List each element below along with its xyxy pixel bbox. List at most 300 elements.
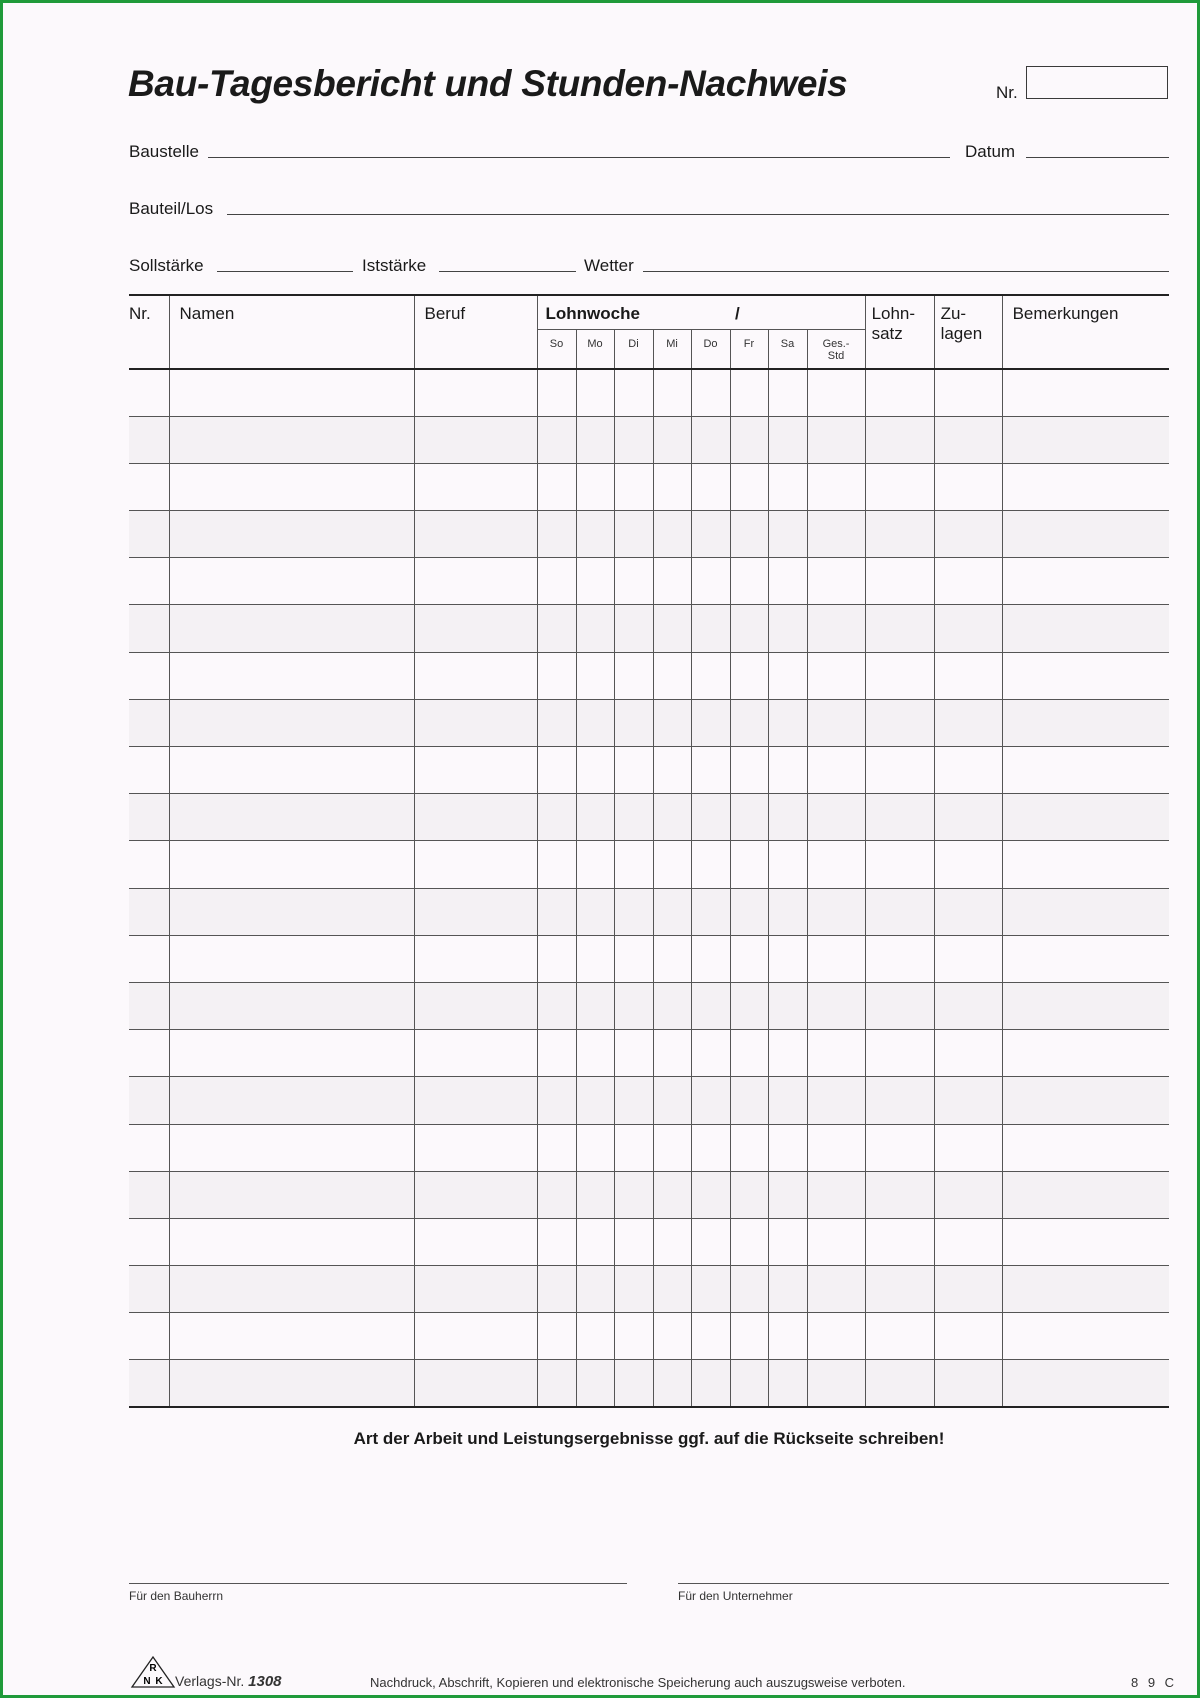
entry-cell[interactable] (537, 1171, 576, 1218)
entry-cell[interactable] (934, 369, 1002, 416)
entry-cell[interactable] (614, 1218, 653, 1265)
entry-cell[interactable] (730, 1077, 768, 1124)
entry-cell[interactable] (807, 935, 865, 982)
entry-cell[interactable] (807, 416, 865, 463)
entry-cell[interactable] (768, 1030, 807, 1077)
entry-cell[interactable] (691, 558, 730, 605)
entry-cell[interactable] (768, 1313, 807, 1360)
entry-cell[interactable] (1002, 605, 1169, 652)
entry-cell[interactable] (614, 369, 653, 416)
entry-cell[interactable] (865, 699, 934, 746)
entry-cell[interactable] (1002, 794, 1169, 841)
entry-cell[interactable] (653, 558, 691, 605)
baustelle-field[interactable] (208, 157, 950, 158)
entry-cell[interactable] (865, 1171, 934, 1218)
entry-cell[interactable] (414, 652, 537, 699)
entry-cell[interactable] (129, 652, 169, 699)
entry-cell[interactable] (934, 1266, 1002, 1313)
entry-cell[interactable] (576, 1313, 614, 1360)
entry-cell[interactable] (768, 1266, 807, 1313)
entry-cell[interactable] (807, 1171, 865, 1218)
entry-cell[interactable] (807, 652, 865, 699)
entry-cell[interactable] (169, 935, 414, 982)
entry-cell[interactable] (1002, 1313, 1169, 1360)
entry-cell[interactable] (414, 1218, 537, 1265)
entry-cell[interactable] (414, 463, 537, 510)
entry-cell[interactable] (576, 1218, 614, 1265)
entry-cell[interactable] (537, 841, 576, 888)
entry-cell[interactable] (169, 1218, 414, 1265)
entry-cell[interactable] (169, 1030, 414, 1077)
entry-cell[interactable] (865, 558, 934, 605)
entry-cell[interactable] (691, 369, 730, 416)
entry-cell[interactable] (614, 935, 653, 982)
entry-cell[interactable] (865, 841, 934, 888)
entry-cell[interactable] (1002, 1171, 1169, 1218)
entry-cell[interactable] (1002, 747, 1169, 794)
wetter-field[interactable] (643, 271, 1169, 272)
entry-cell[interactable] (169, 605, 414, 652)
entry-cell[interactable] (129, 605, 169, 652)
entry-cell[interactable] (768, 982, 807, 1029)
entry-cell[interactable] (730, 888, 768, 935)
entry-cell[interactable] (934, 1171, 1002, 1218)
entry-cell[interactable] (129, 747, 169, 794)
entry-cell[interactable] (537, 935, 576, 982)
entry-cell[interactable] (169, 982, 414, 1029)
entry-cell[interactable] (653, 416, 691, 463)
entry-cell[interactable] (730, 1360, 768, 1407)
entry-cell[interactable] (537, 605, 576, 652)
entry-cell[interactable] (414, 935, 537, 982)
entry-cell[interactable] (129, 841, 169, 888)
entry-cell[interactable] (614, 1030, 653, 1077)
entry-cell[interactable] (576, 369, 614, 416)
entry-cell[interactable] (614, 982, 653, 1029)
entry-cell[interactable] (537, 463, 576, 510)
entry-cell[interactable] (691, 1266, 730, 1313)
entry-cell[interactable] (129, 935, 169, 982)
entry-cell[interactable] (653, 982, 691, 1029)
entry-cell[interactable] (730, 841, 768, 888)
entry-cell[interactable] (537, 369, 576, 416)
entry-cell[interactable] (807, 699, 865, 746)
entry-cell[interactable] (768, 1077, 807, 1124)
entry-cell[interactable] (576, 463, 614, 510)
entry-cell[interactable] (653, 935, 691, 982)
entry-cell[interactable] (807, 1030, 865, 1077)
entry-cell[interactable] (537, 699, 576, 746)
entry-cell[interactable] (807, 888, 865, 935)
entry-cell[interactable] (730, 794, 768, 841)
entry-cell[interactable] (865, 794, 934, 841)
entry-cell[interactable] (614, 511, 653, 558)
entry-cell[interactable] (807, 1266, 865, 1313)
entry-cell[interactable] (768, 1218, 807, 1265)
entry-cell[interactable] (807, 982, 865, 1029)
entry-cell[interactable] (129, 699, 169, 746)
entry-cell[interactable] (653, 605, 691, 652)
entry-cell[interactable] (537, 1360, 576, 1407)
entry-cell[interactable] (614, 1266, 653, 1313)
entry-cell[interactable] (129, 1171, 169, 1218)
entry-cell[interactable] (614, 652, 653, 699)
iststaerke-field[interactable] (439, 271, 576, 272)
entry-cell[interactable] (934, 1077, 1002, 1124)
entry-cell[interactable] (934, 841, 1002, 888)
entry-cell[interactable] (1002, 841, 1169, 888)
entry-cell[interactable] (768, 1171, 807, 1218)
entry-cell[interactable] (653, 1030, 691, 1077)
entry-cell[interactable] (865, 652, 934, 699)
entry-cell[interactable] (768, 416, 807, 463)
entry-cell[interactable] (653, 841, 691, 888)
entry-cell[interactable] (653, 1077, 691, 1124)
entry-cell[interactable] (576, 511, 614, 558)
entry-cell[interactable] (576, 747, 614, 794)
entry-cell[interactable] (768, 888, 807, 935)
entry-cell[interactable] (129, 1360, 169, 1407)
entry-cell[interactable] (1002, 463, 1169, 510)
entry-cell[interactable] (768, 1360, 807, 1407)
entry-cell[interactable] (865, 463, 934, 510)
entry-cell[interactable] (414, 982, 537, 1029)
entry-cell[interactable] (576, 888, 614, 935)
entry-cell[interactable] (537, 1030, 576, 1077)
entry-cell[interactable] (807, 1360, 865, 1407)
entry-cell[interactable] (807, 558, 865, 605)
entry-cell[interactable] (807, 511, 865, 558)
entry-cell[interactable] (537, 511, 576, 558)
entry-cell[interactable] (614, 416, 653, 463)
entry-cell[interactable] (691, 1171, 730, 1218)
entry-cell[interactable] (653, 1218, 691, 1265)
entry-cell[interactable] (537, 558, 576, 605)
entry-cell[interactable] (1002, 1030, 1169, 1077)
entry-cell[interactable] (129, 888, 169, 935)
entry-cell[interactable] (934, 1124, 1002, 1171)
entry-cell[interactable] (730, 1124, 768, 1171)
signature-line-unternehmer[interactable] (678, 1583, 1169, 1584)
entry-cell[interactable] (169, 747, 414, 794)
entry-cell[interactable] (1002, 1124, 1169, 1171)
entry-cell[interactable] (129, 463, 169, 510)
entry-cell[interactable] (1002, 888, 1169, 935)
entry-cell[interactable] (730, 1313, 768, 1360)
entry-cell[interactable] (934, 463, 1002, 510)
entry-cell[interactable] (169, 1360, 414, 1407)
entry-cell[interactable] (768, 794, 807, 841)
entry-cell[interactable] (414, 1124, 537, 1171)
entry-cell[interactable] (730, 1030, 768, 1077)
entry-cell[interactable] (576, 558, 614, 605)
entry-cell[interactable] (691, 747, 730, 794)
entry-cell[interactable] (1002, 369, 1169, 416)
entry-cell[interactable] (169, 1313, 414, 1360)
entry-cell[interactable] (576, 982, 614, 1029)
entry-cell[interactable] (691, 794, 730, 841)
entry-cell[interactable] (730, 699, 768, 746)
entry-cell[interactable] (653, 1171, 691, 1218)
entry-cell[interactable] (1002, 699, 1169, 746)
entry-cell[interactable] (653, 511, 691, 558)
entry-cell[interactable] (576, 1030, 614, 1077)
entry-cell[interactable] (934, 699, 1002, 746)
entry-cell[interactable] (807, 1124, 865, 1171)
entry-cell[interactable] (768, 747, 807, 794)
entry-cell[interactable] (768, 935, 807, 982)
entry-cell[interactable] (653, 1124, 691, 1171)
entry-cell[interactable] (934, 982, 1002, 1029)
entry-cell[interactable] (730, 1218, 768, 1265)
entry-cell[interactable] (414, 747, 537, 794)
nr-field[interactable] (1026, 66, 1168, 99)
entry-cell[interactable] (807, 1313, 865, 1360)
entry-cell[interactable] (414, 841, 537, 888)
entry-cell[interactable] (537, 1218, 576, 1265)
entry-cell[interactable] (1002, 1266, 1169, 1313)
entry-cell[interactable] (865, 1124, 934, 1171)
entry-cell[interactable] (934, 1360, 1002, 1407)
entry-cell[interactable] (768, 463, 807, 510)
entry-cell[interactable] (865, 1077, 934, 1124)
entry-cell[interactable] (414, 699, 537, 746)
bauteil-field[interactable] (227, 214, 1169, 215)
entry-cell[interactable] (934, 652, 1002, 699)
entry-cell[interactable] (934, 935, 1002, 982)
entry-cell[interactable] (768, 699, 807, 746)
entry-cell[interactable] (730, 652, 768, 699)
entry-cell[interactable] (576, 935, 614, 982)
entry-cell[interactable] (934, 605, 1002, 652)
entry-cell[interactable] (865, 1313, 934, 1360)
entry-cell[interactable] (1002, 511, 1169, 558)
entry-cell[interactable] (1002, 1218, 1169, 1265)
entry-cell[interactable] (537, 982, 576, 1029)
entry-cell[interactable] (653, 1313, 691, 1360)
entry-cell[interactable] (129, 1124, 169, 1171)
entry-cell[interactable] (807, 605, 865, 652)
entry-cell[interactable] (129, 1218, 169, 1265)
entry-cell[interactable] (768, 558, 807, 605)
entry-cell[interactable] (691, 1077, 730, 1124)
entry-cell[interactable] (865, 369, 934, 416)
entry-cell[interactable] (129, 369, 169, 416)
entry-cell[interactable] (129, 558, 169, 605)
entry-cell[interactable] (807, 369, 865, 416)
entry-cell[interactable] (576, 1124, 614, 1171)
entry-cell[interactable] (169, 511, 414, 558)
entry-cell[interactable] (614, 1360, 653, 1407)
entry-cell[interactable] (169, 794, 414, 841)
entry-cell[interactable] (169, 888, 414, 935)
entry-cell[interactable] (414, 369, 537, 416)
entry-cell[interactable] (865, 1030, 934, 1077)
entry-cell[interactable] (691, 1030, 730, 1077)
entry-cell[interactable] (129, 1313, 169, 1360)
entry-cell[interactable] (169, 1266, 414, 1313)
entry-cell[interactable] (537, 1266, 576, 1313)
entry-cell[interactable] (865, 605, 934, 652)
entry-cell[interactable] (169, 652, 414, 699)
entry-cell[interactable] (129, 511, 169, 558)
entry-cell[interactable] (614, 605, 653, 652)
entry-cell[interactable] (653, 794, 691, 841)
entry-cell[interactable] (576, 699, 614, 746)
entry-cell[interactable] (730, 416, 768, 463)
entry-cell[interactable] (768, 369, 807, 416)
entry-cell[interactable] (730, 369, 768, 416)
entry-cell[interactable] (414, 1171, 537, 1218)
entry-cell[interactable] (576, 1077, 614, 1124)
entry-cell[interactable] (169, 1171, 414, 1218)
entry-cell[interactable] (169, 1124, 414, 1171)
entry-cell[interactable] (614, 747, 653, 794)
sollstaerke-field[interactable] (217, 271, 353, 272)
entry-cell[interactable] (576, 605, 614, 652)
entry-cell[interactable] (934, 511, 1002, 558)
entry-cell[interactable] (614, 1171, 653, 1218)
entry-cell[interactable] (730, 982, 768, 1029)
entry-cell[interactable] (576, 841, 614, 888)
entry-cell[interactable] (653, 652, 691, 699)
entry-cell[interactable] (865, 935, 934, 982)
entry-cell[interactable] (934, 416, 1002, 463)
entry-cell[interactable] (691, 652, 730, 699)
entry-cell[interactable] (414, 1077, 537, 1124)
entry-cell[interactable] (653, 699, 691, 746)
entry-cell[interactable] (1002, 416, 1169, 463)
entry-cell[interactable] (576, 794, 614, 841)
entry-cell[interactable] (614, 888, 653, 935)
entry-cell[interactable] (730, 747, 768, 794)
entry-cell[interactable] (614, 558, 653, 605)
entry-cell[interactable] (865, 747, 934, 794)
entry-cell[interactable] (576, 1266, 614, 1313)
entry-cell[interactable] (614, 699, 653, 746)
entry-cell[interactable] (768, 605, 807, 652)
entry-cell[interactable] (1002, 935, 1169, 982)
entry-cell[interactable] (934, 1218, 1002, 1265)
entry-cell[interactable] (691, 1360, 730, 1407)
entry-cell[interactable] (865, 511, 934, 558)
signature-line-bauherr[interactable] (129, 1583, 627, 1584)
entry-cell[interactable] (807, 794, 865, 841)
entry-cell[interactable] (537, 652, 576, 699)
entry-cell[interactable] (414, 888, 537, 935)
entry-cell[interactable] (934, 558, 1002, 605)
entry-cell[interactable] (576, 416, 614, 463)
entry-cell[interactable] (691, 605, 730, 652)
entry-cell[interactable] (768, 511, 807, 558)
entry-cell[interactable] (169, 416, 414, 463)
entry-cell[interactable] (768, 652, 807, 699)
entry-cell[interactable] (865, 1360, 934, 1407)
entry-cell[interactable] (537, 416, 576, 463)
entry-cell[interactable] (614, 1313, 653, 1360)
entry-cell[interactable] (730, 558, 768, 605)
entry-cell[interactable] (169, 558, 414, 605)
entry-cell[interactable] (691, 416, 730, 463)
entry-cell[interactable] (807, 463, 865, 510)
entry-cell[interactable] (537, 747, 576, 794)
entry-cell[interactable] (934, 1030, 1002, 1077)
entry-cell[interactable] (653, 463, 691, 510)
entry-cell[interactable] (576, 1171, 614, 1218)
entry-cell[interactable] (934, 888, 1002, 935)
entry-cell[interactable] (691, 1218, 730, 1265)
entry-cell[interactable] (934, 1313, 1002, 1360)
entry-cell[interactable] (1002, 652, 1169, 699)
entry-cell[interactable] (691, 982, 730, 1029)
entry-cell[interactable] (614, 794, 653, 841)
entry-cell[interactable] (807, 1218, 865, 1265)
entry-cell[interactable] (414, 1360, 537, 1407)
entry-cell[interactable] (865, 982, 934, 1029)
entry-cell[interactable] (169, 369, 414, 416)
entry-cell[interactable] (730, 935, 768, 982)
entry-cell[interactable] (768, 841, 807, 888)
entry-cell[interactable] (1002, 982, 1169, 1029)
entry-cell[interactable] (614, 841, 653, 888)
entry-cell[interactable] (537, 1313, 576, 1360)
entry-cell[interactable] (768, 1124, 807, 1171)
entry-cell[interactable] (614, 463, 653, 510)
entry-cell[interactable] (414, 605, 537, 652)
entry-cell[interactable] (614, 1124, 653, 1171)
entry-cell[interactable] (653, 747, 691, 794)
entry-cell[interactable] (414, 558, 537, 605)
entry-cell[interactable] (691, 1313, 730, 1360)
entry-cell[interactable] (414, 416, 537, 463)
entry-cell[interactable] (730, 463, 768, 510)
entry-cell[interactable] (653, 1266, 691, 1313)
entry-cell[interactable] (576, 652, 614, 699)
entry-cell[interactable] (169, 841, 414, 888)
entry-cell[interactable] (129, 416, 169, 463)
entry-cell[interactable] (1002, 558, 1169, 605)
entry-cell[interactable] (414, 794, 537, 841)
entry-cell[interactable] (414, 1313, 537, 1360)
entry-cell[interactable] (807, 841, 865, 888)
entry-cell[interactable] (169, 699, 414, 746)
entry-cell[interactable] (129, 1030, 169, 1077)
entry-cell[interactable] (414, 511, 537, 558)
entry-cell[interactable] (129, 1077, 169, 1124)
entry-cell[interactable] (537, 1124, 576, 1171)
entry-cell[interactable] (934, 794, 1002, 841)
entry-cell[interactable] (730, 511, 768, 558)
entry-cell[interactable] (653, 369, 691, 416)
entry-cell[interactable] (691, 888, 730, 935)
entry-cell[interactable] (414, 1030, 537, 1077)
entry-cell[interactable] (691, 1124, 730, 1171)
entry-cell[interactable] (807, 1077, 865, 1124)
entry-cell[interactable] (691, 935, 730, 982)
entry-cell[interactable] (653, 1360, 691, 1407)
datum-field[interactable] (1026, 157, 1169, 158)
entry-cell[interactable] (169, 1077, 414, 1124)
entry-cell[interactable] (129, 982, 169, 1029)
entry-cell[interactable] (414, 1266, 537, 1313)
entry-cell[interactable] (576, 1360, 614, 1407)
entry-cell[interactable] (537, 888, 576, 935)
entry-cell[interactable] (934, 747, 1002, 794)
entry-cell[interactable] (1002, 1077, 1169, 1124)
entry-cell[interactable] (169, 463, 414, 510)
entry-cell[interactable] (865, 888, 934, 935)
entry-cell[interactable] (865, 1218, 934, 1265)
